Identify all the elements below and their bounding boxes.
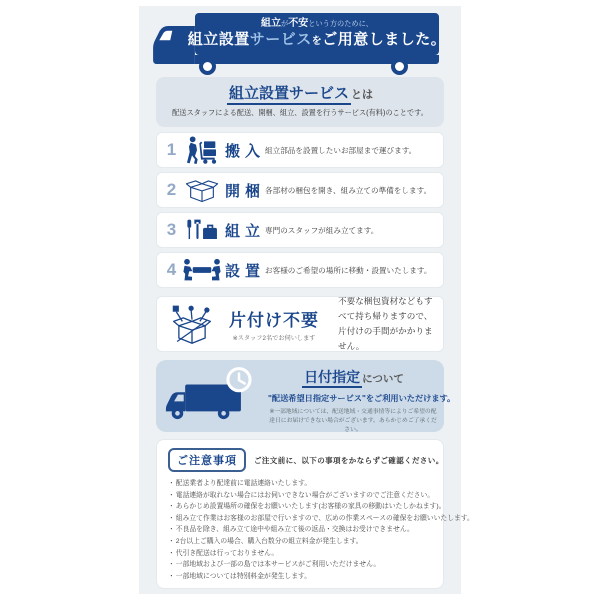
date-title-main: 日付指定 [302,369,362,388]
date-lead: "配送希望日指定サービス"をご利用いただけます。 [268,394,456,403]
step-desc: 専門のスタッフが組み立てます。 [265,225,379,235]
step-desc: 各部材の梱包を開き、組み立ての準備をします。 [265,185,432,195]
banner-line1-strong2: 不安 [288,18,309,30]
banner-text-box [187,13,447,55]
caution-lead: ご注文前に、以下の事項をかならずご確認ください。 [254,455,444,465]
step-desc: お客様のご希望の場所に移動・設置いたします。 [265,265,432,275]
caution-item: ・ 一部地域および一部の島では本サービスがご利用いただけません。 [168,559,432,571]
caution-list [168,478,474,582]
date-designation-text [268,367,456,435]
caution-item: ・ 代引き配送は行っておりません。 [168,548,432,560]
caution-item: ・ 一部地域については特別料金が発生します。 [168,571,432,583]
hand-truck-icon [179,136,225,164]
caution-item: ・ あらかじめ設置場所の確保をお願いいたします(お客様の家具の移動はいたしかねます)。 [168,501,432,513]
caution-header-row [168,448,444,472]
step-label: 開梱 [225,182,266,200]
service-intro-title-suffix: とは [351,89,373,101]
date-designation-title [268,367,438,387]
cleanup-label: 片付け不要 [229,311,319,330]
truck-wheel-left-icon [199,58,216,75]
date-title-suffix: について [362,373,404,385]
banner-line1 [261,18,373,31]
date-designation-box [156,360,456,433]
step-desc: 組立部品を設置したいお部屋まで運びます。 [265,145,417,155]
service-intro-box [156,77,444,127]
caution-item: ・ 電話連絡が取れない場合にはお伺いできない場合がございますのでご注意ください。 [168,490,432,502]
caution-item: ・ 不良品を除き、組み立て途中や組み立て後の返品・交換はお受けできません。 [168,524,432,536]
caution-notes-box [156,439,474,589]
caution-item: ・ 配送業者より配達前に電話連絡いたします。 [168,478,432,490]
open-box-icon [179,178,225,203]
step-row-install [156,252,444,288]
date-note: ※一部地域については、配送地域・交通事情等によりご希望の配達日にお届けできない場合がございます。あらかじめご了承ください。 [269,409,437,433]
banner-line2 [188,31,447,50]
step-row-unpack [156,172,444,208]
carry-furniture-icon [179,258,225,282]
caution-header-badge: ご注意事項 [168,448,246,472]
tools-icon [179,218,225,242]
caution-item: ・ 組み立て作業はお客様のお部屋で行いますので、広めの作業スペースの確保をお願いいたします。 [168,513,432,525]
caution-item: ・ 2台以上ご購入の場合、購入台数分の組立料金が発生します。 [168,536,432,548]
banner-line2-highlight: サービス [249,30,312,48]
step-number: 1 [166,140,177,159]
top-banner [139,6,461,76]
step-number: 3 [166,220,177,239]
banner-line1-small2: という方のために、 [308,19,373,29]
cleanup-title-block [218,306,330,342]
banner-line2-particle: を [311,35,323,47]
service-steps [156,132,444,288]
step-label: 設置 [225,262,266,280]
service-intro-desc: 配送スタッフによる配送、開梱、組立、設置を行うサービス(有料)のことです。 [172,108,428,117]
step-row-carry-in [156,132,444,168]
banner-line2-part2: ご用意しました。 [322,30,447,48]
service-intro-title [227,82,373,103]
step-label: 組立 [225,222,266,240]
step-number: 4 [166,260,177,279]
step-row-assemble [156,212,444,248]
step-label: 搬入 [225,142,266,160]
service-intro-title-main: 組立設置サービス [227,85,351,105]
banner-line1-small1: が [281,19,289,29]
packing-box-collect-icon [166,303,218,345]
banner-line2-part1: 組立設置 [187,30,250,48]
cleanup-note: ※スタッフ2名でお伺いします [232,335,316,342]
content-column [139,6,474,594]
cleanup-row [156,296,444,352]
step-number: 2 [166,180,177,199]
delivery-truck-clock-icon [164,367,264,432]
cleanup-desc: 不要な梱包資材などもすべて持ち帰りますので、片付けの手間がかかりません。 [338,295,433,352]
truck-wheel-right-icon [391,58,408,75]
banner-line1-strong1: 組立 [261,18,282,30]
